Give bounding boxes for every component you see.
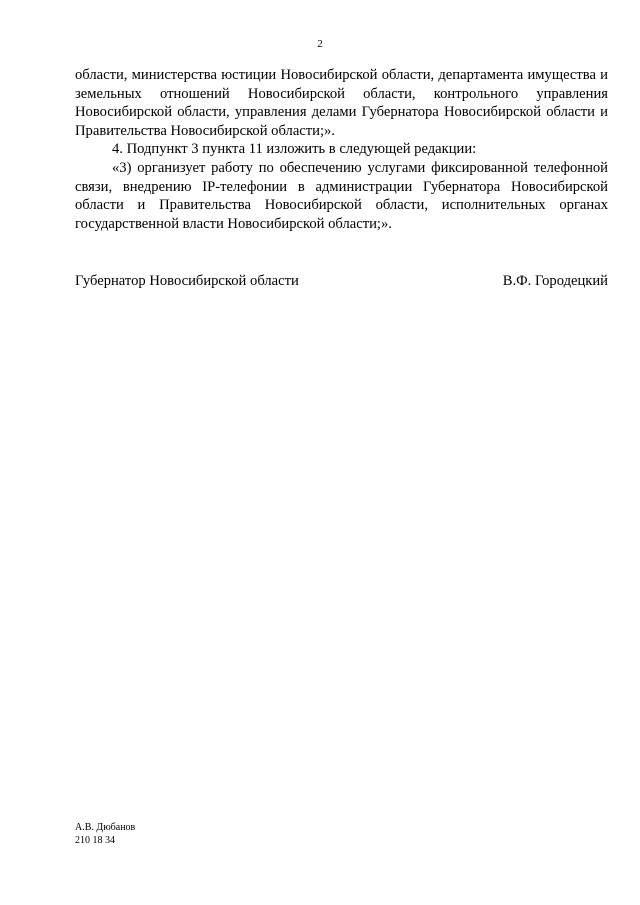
page-number: 2: [317, 38, 323, 50]
paragraph-quoted-subitem-3: «3) организует работу по обеспечению услугами фиксированной телефонной связи, внедрению IP-телефонии в администрации Губернатора Новосибирской области и Правительства Новосибирской области, исполнительных органах государственной власти Новосибирской области;».: [75, 159, 608, 232]
paragraph-item-4: 4. Подпункт 3 пункта 11 изложить в следующей редакции:: [112, 141, 477, 158]
signatory-name: В.Ф. Городецкий: [502, 273, 608, 289]
executor-block: [75, 822, 135, 847]
executor-phone: 210 18 34: [75, 834, 115, 846]
signature-block: [75, 272, 608, 290]
paragraph-continuation: области, министерства юстиции Новосибирской области, департамента имущества и земельных отношений Новосибирской области, контрольного управления Новосибирской области, управления делами Губернатора Новосибирской области и Правительства Новосибирской области;».: [75, 67, 608, 139]
signatory-position: Губернатор Новосибирской области: [75, 273, 299, 289]
executor-name: А.В. Дюбанов: [75, 822, 136, 833]
document-body: [75, 66, 608, 233]
